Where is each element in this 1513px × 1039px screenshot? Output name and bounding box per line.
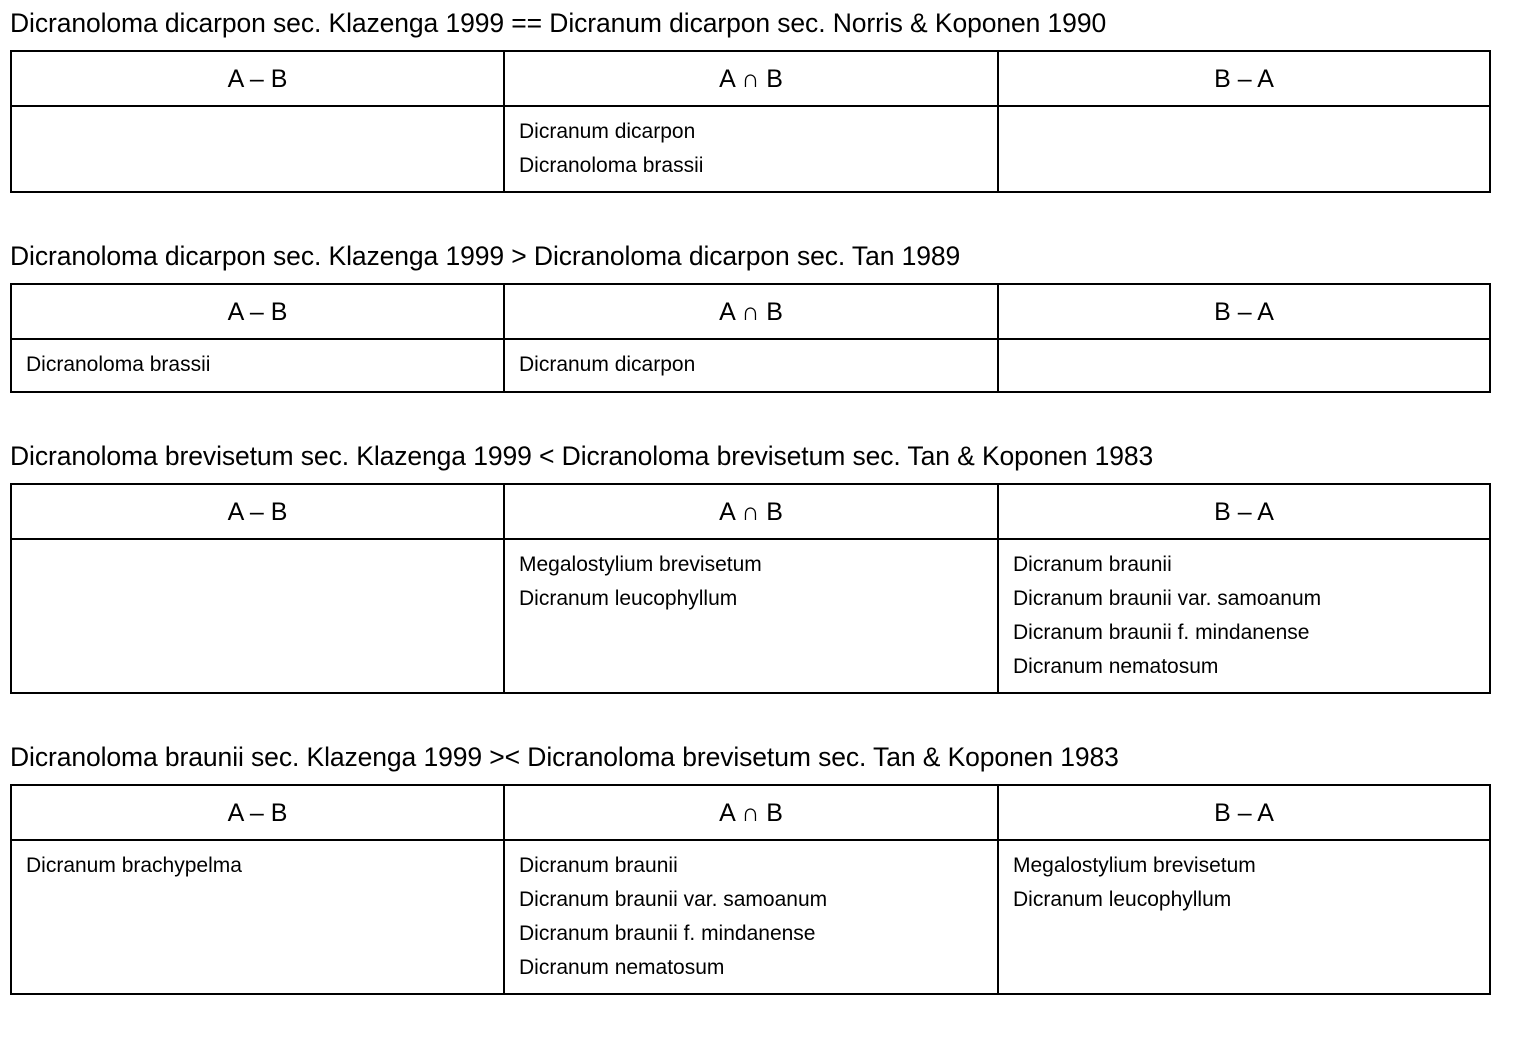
taxon-list [519, 548, 997, 616]
taxon-list [26, 348, 503, 382]
comparison-section [0, 740, 1513, 995]
taxon-name: Dicranum braunii f. mindanense [1013, 621, 1310, 644]
column-header-a-minus-b: A – B [11, 51, 504, 106]
table-row [11, 339, 1490, 392]
taxon-list [1013, 348, 1489, 349]
taxon-name: Dicranum braunii f. mindanense [519, 922, 816, 945]
taxon-list [1013, 548, 1489, 684]
column-header-b-minus-a: B – A [998, 51, 1490, 106]
taxon-list [26, 849, 503, 883]
cell-b-minus-a [998, 106, 1490, 192]
cell-b-minus-a [998, 539, 1490, 693]
taxon-list [26, 548, 503, 549]
column-header-a-intersect-b: A ∩ B [504, 51, 998, 106]
table-header-row [11, 785, 1490, 840]
empty-cell-placeholder [26, 115, 503, 116]
cell-a-minus-b [11, 339, 504, 392]
taxon-name: Dicranum nematosum [1013, 655, 1219, 678]
cell-a-intersect-b [504, 106, 998, 192]
column-header-a-minus-b: A – B [11, 484, 504, 539]
column-header-b-minus-a: B – A [998, 785, 1490, 840]
table-row [11, 840, 1490, 994]
table-row [11, 539, 1490, 693]
taxon-name: Dicranum nematosum [519, 956, 725, 979]
table-header-row [11, 51, 1490, 106]
column-header-b-minus-a: B – A [998, 484, 1490, 539]
taxon-name: Dicranum brachypelma [26, 854, 242, 877]
table-header-row [11, 484, 1490, 539]
empty-cell-placeholder [1013, 115, 1489, 116]
taxon-name: Dicranum leucophyllum [1013, 888, 1232, 911]
comparison-table [10, 283, 1491, 393]
comparison-table [10, 784, 1491, 995]
taxon-name: Dicranum braunii var. samoanum [519, 888, 828, 911]
section-title: Dicranoloma brevisetum sec. Klazenga 1999 < Dicranoloma brevisetum sec. Tan & Koponen 1983 [10, 441, 1154, 471]
column-header-a-intersect-b: A ∩ B [504, 284, 998, 339]
taxon-name: Megalostylium brevisetum [1013, 854, 1256, 877]
section-title: Dicranoloma dicarpon sec. Klazenga 1999 == Dicranum dicarpon sec. Norris & Koponen 1990 [10, 8, 1107, 38]
column-header-a-intersect-b: A ∩ B [504, 785, 998, 840]
taxon-list [519, 348, 997, 382]
taxon-name: Dicranum braunii var. samoanum [1013, 587, 1322, 610]
section-title: Dicranoloma dicarpon sec. Klazenga 1999 > Dicranoloma dicarpon sec. Tan 1989 [10, 241, 961, 271]
taxon-name: Dicranum dicarpon [519, 120, 696, 143]
section-title: Dicranoloma braunii sec. Klazenga 1999 >< Dicranoloma brevisetum sec. Tan & Koponen 1983 [10, 742, 1119, 772]
comparison-table [10, 483, 1491, 694]
column-header-a-minus-b: A – B [11, 785, 504, 840]
cell-a-intersect-b [504, 539, 998, 693]
comparison-table [10, 50, 1491, 193]
cell-b-minus-a [998, 339, 1490, 392]
empty-cell-placeholder [1013, 348, 1489, 349]
taxon-list [26, 115, 503, 116]
taxon-name: Dicranum dicarpon [519, 353, 696, 376]
cell-b-minus-a [998, 840, 1490, 994]
cell-a-intersect-b [504, 840, 998, 994]
cell-a-intersect-b [504, 339, 998, 392]
column-header-a-intersect-b: A ∩ B [504, 484, 998, 539]
cell-a-minus-b [11, 106, 504, 192]
taxon-list [1013, 849, 1489, 917]
taxon-name: Megalostylium brevisetum [519, 553, 762, 576]
cell-a-minus-b [11, 840, 504, 994]
taxon-name: Dicranoloma brassii [519, 154, 704, 177]
comparison-section [0, 6, 1513, 193]
comparison-section [0, 439, 1513, 694]
taxon-name: Dicranum braunii [519, 854, 678, 877]
taxon-list [519, 849, 997, 985]
taxon-name: Dicranum braunii [1013, 553, 1172, 576]
column-header-b-minus-a: B – A [998, 284, 1490, 339]
table-header-row [11, 284, 1490, 339]
cell-a-minus-b [11, 539, 504, 693]
taxon-name: Dicranoloma brassii [26, 353, 211, 376]
taxon-list [519, 115, 997, 183]
taxon-name: Dicranum leucophyllum [519, 587, 738, 610]
taxon-list [1013, 115, 1489, 116]
empty-cell-placeholder [26, 548, 503, 549]
column-header-a-minus-b: A – B [11, 284, 504, 339]
table-row [11, 106, 1490, 192]
comparison-section [0, 239, 1513, 393]
